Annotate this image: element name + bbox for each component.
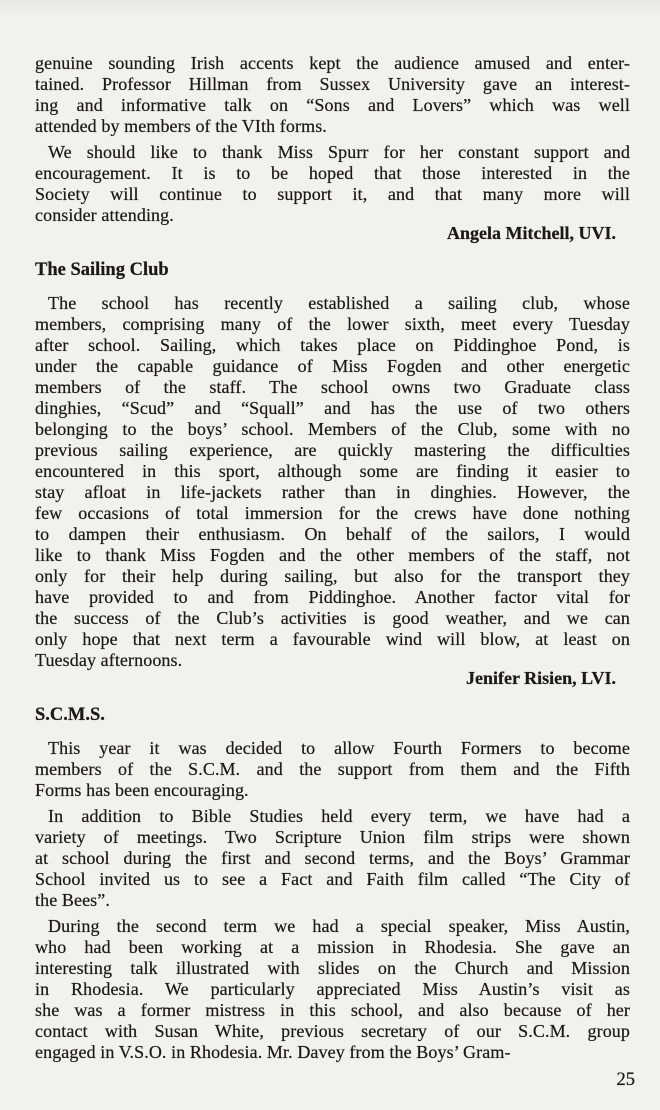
text-line: During the second term we had a special speaker, Miss Austin,	[48, 916, 630, 936]
section-heading: S.C.M.S.	[35, 705, 105, 725]
text-line: have provided to and from Piddinghoe. Another factor vital for	[35, 587, 630, 607]
text-line: the success of the Club’s activities is good weather, and we can	[35, 608, 630, 628]
text-line: Tuesday afternoons.	[35, 650, 183, 670]
page-number: 25	[616, 1070, 635, 1090]
text-line: interesting talk illustrated with slides on the Church and Mission	[35, 958, 630, 978]
text-line: This year it was decided to allow Fourth Formers to become	[48, 738, 630, 758]
paragraph	[35, 916, 630, 1063]
text-line: dinghies, “Scud” and “Squall” and has the use of two others	[35, 398, 630, 418]
text-line: only for their help during sailing, but also for the transport they	[35, 566, 630, 586]
text-column	[35, 53, 630, 1063]
text-line: under the capable guidance of Miss Fogden and other energetic	[35, 356, 630, 376]
text-line: who had been working at a mission in Rhodesia. She gave an	[35, 937, 630, 957]
signature: Jenifer Risien, LVI.	[465, 668, 616, 688]
text-line: only hope that next term a favourable wind will blow, at least on	[35, 629, 630, 649]
text-line: to dampen their enthusiasm. On behalf of the sailors, I would	[35, 524, 630, 544]
text-line: encouragement. It is to be hoped that those interested in the	[35, 163, 630, 183]
text-line: contact with Susan White, previous secretary of our S.C.M. group	[35, 1021, 630, 1041]
text-line: attended by members of the VIth forms.	[35, 116, 327, 136]
text-line: We should like to thank Miss Spurr for her constant support and	[48, 142, 630, 162]
text-line: members, comprising many of the lower sixth, meet every Tuesday	[35, 314, 630, 334]
text-line: Forms has been encouraging.	[35, 780, 249, 800]
text-line: tained. Professor Hillman from Sussex University gave an interest-	[35, 74, 630, 94]
text-line: members of the S.C.M. and the support from them and the Fifth	[35, 759, 630, 779]
text-line: belonging to the boys’ school. Members of the Club, some with no	[35, 419, 630, 439]
text-line: consider attending.	[35, 205, 174, 225]
text-line: ing and informative talk on “Sons and Lovers” which was well	[35, 95, 630, 115]
text-line: members of the staff. The school owns two Graduate class	[35, 377, 630, 397]
text-line: the Bees”.	[35, 890, 110, 910]
text-line: after school. Sailing, which takes place on Piddinghoe Pond, is	[35, 335, 630, 355]
text-line: in Rhodesia. We particularly appreciated Miss Austin’s visit as	[35, 979, 630, 999]
text-line: The school has recently established a sailing club, whose	[48, 293, 630, 313]
text-line: genuine sounding Irish accents kept the audience amused and enter-	[35, 53, 630, 73]
text-line: variety of meetings. Two Scripture Union film strips were shown	[35, 827, 630, 847]
text-line: In addition to Bible Studies held every term, we have had a	[48, 806, 630, 826]
text-line: at school during the first and second terms, and the Boys’ Grammar	[35, 848, 630, 868]
text-line: School invited us to see a Fact and Faith film called “The City of	[35, 869, 630, 889]
text-line: encountered in this sport, although some are finding it easier to	[35, 461, 630, 481]
text-line: like to thank Miss Fogden and the other members of the staff, not	[35, 545, 630, 565]
section-heading: The Sailing Club	[35, 260, 169, 280]
text-line: few occasions of total immersion for the crews have done nothing	[35, 503, 630, 523]
paragraph	[35, 806, 630, 911]
text-line: previous sailing experience, are quickly mastering the difficulties	[35, 440, 630, 460]
paragraph	[35, 738, 630, 801]
text-line: she was a former mistress in this school, and also because of her	[35, 1000, 630, 1020]
paragraph	[35, 142, 630, 226]
signature: Angela Mitchell, UVI.	[447, 223, 616, 243]
text-line: engaged in V.S.O. in Rhodesia. Mr. Davey from the Boys’ Gram-	[35, 1042, 511, 1062]
text-line: stay afloat in life-jackets rather than in dinghies. However, the	[35, 482, 630, 502]
paragraph	[35, 293, 630, 671]
text-line: Society will continue to support it, and that many more will	[35, 184, 630, 204]
paragraph	[35, 53, 630, 137]
